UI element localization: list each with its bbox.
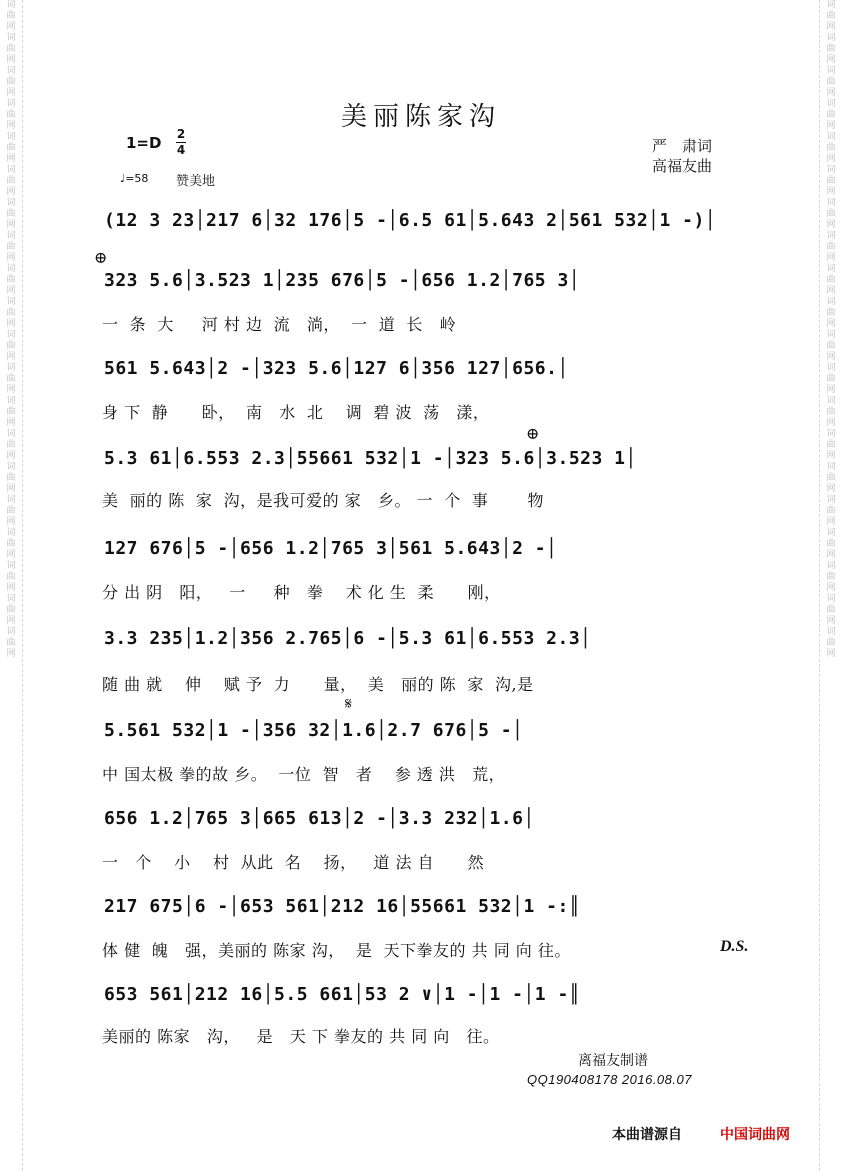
watermark-left: 词曲网词曲网词曲网词曲网词曲网词曲网词曲网词曲网词曲网词曲网词曲网词曲网词曲网词曲网词曲网词曲网词曲网词曲网词曲网词曲网: [6, 0, 16, 659]
time-signature: [176, 128, 186, 157]
credits: [652, 136, 712, 176]
key-signature: 1=D: [126, 134, 162, 152]
notation-line-1: (12 3 23│217 6│32 176│5 -│6.5 61│5.643 2│561 532│1 -)│: [104, 210, 717, 231]
coda-icon: ⊕: [94, 248, 108, 267]
lyrics-line-8: 一 个 小 村 从此 名 扬， 道 法 自 然: [102, 853, 485, 872]
notation-line-6: 3.3 235│1.2│356 2.765│6 -│5.3 61│6.553 2.3│: [104, 628, 592, 649]
contact-date: QQ190408178 2016.08.07: [527, 1072, 692, 1087]
lyrics-line-6: 随 曲 就 伸 赋 予 力 量， 美 丽的 陈 家 沟,是: [102, 675, 534, 694]
notation-line-9: 217 675│6 -│653 561│212 16│55661 532│1 -:║: [104, 896, 581, 917]
footer-source-label: 本曲谱源自: [612, 1127, 682, 1143]
lyrics-line-9: 体 健 魄 强，美丽的 陈家 沟， 是 天下拳友的 共 同 向 往。: [102, 941, 571, 960]
dal-segno-marking: D.S.: [720, 938, 749, 955]
arranger-credit: 离福友制谱: [578, 1053, 648, 1069]
footer-site-link[interactable]: 中国词曲网: [720, 1127, 790, 1143]
lyrics-line-2: 一 条 大 河 村 边 流 淌， 一 道 长 岭: [102, 315, 457, 334]
expression-marking: 赞美地: [176, 174, 216, 189]
notation-line-2: 323 5.6│3.523 1│235 676│5 -│656 1.2│765 3│: [104, 270, 581, 291]
lyrics-line-4: 美 丽的 陈 家 沟，是我可爱的 家 乡。 一 个 事 物: [102, 491, 544, 510]
lyrics-line-5: 分 出 阴 阳， 一 种 拳 术 化 生 柔 刚，: [102, 583, 501, 602]
notation-line-3: 561 5.643│2 -│323 5.6│127 6│356 127│656.│: [104, 358, 569, 379]
lyrics-line-10: 美丽的 陈家 沟， 是 天 下 拳友的 共 同 向 往。: [102, 1027, 500, 1046]
segno-icon: 𝄋: [345, 694, 352, 713]
lyricist: 严 肃词: [652, 137, 713, 155]
lyrics-line-7: 中 国太极 拳的故 乡。 一位 智 者 参 透 洪 荒，: [102, 765, 506, 784]
notation-line-8: 656 1.2│765 3│665 613│2 -│3.3 232│1.6│: [104, 808, 535, 829]
notation-line-5: 127 676│5 -│656 1.2│765 3│561 5.643│2 -│: [104, 538, 558, 559]
notation-line-10: 653 561│212 16│5.5 661│53 2 ∨│1 -│1 -│1 -║: [104, 984, 581, 1005]
composer: 高福友曲: [652, 157, 713, 175]
meter-bottom: 4: [176, 143, 186, 157]
notation-line-7: 5.561 532│1 -│356 32│1.6│2.7 676│5 -│: [104, 720, 524, 741]
lyrics-line-3: 身 下 静 卧， 南 水 北 调 碧 波 荡 漾，: [102, 403, 490, 422]
song-title: 美丽陈家沟: [340, 102, 501, 132]
watermark-right: 词曲网词曲网词曲网词曲网词曲网词曲网词曲网词曲网词曲网词曲网词曲网词曲网词曲网词曲网词曲网词曲网词曲网词曲网词曲网词曲网: [826, 0, 836, 659]
right-border-line: [819, 0, 820, 1171]
tempo-marking: ♩=58: [120, 172, 149, 185]
left-border-line: [22, 0, 23, 1171]
meter-top: 2: [176, 127, 186, 141]
notation-line-4: 5.3 61│6.553 2.3│55661 532│1 -│323 5.6│3.523 1│: [104, 448, 637, 469]
coda-icon-2: ⊕: [526, 424, 540, 443]
